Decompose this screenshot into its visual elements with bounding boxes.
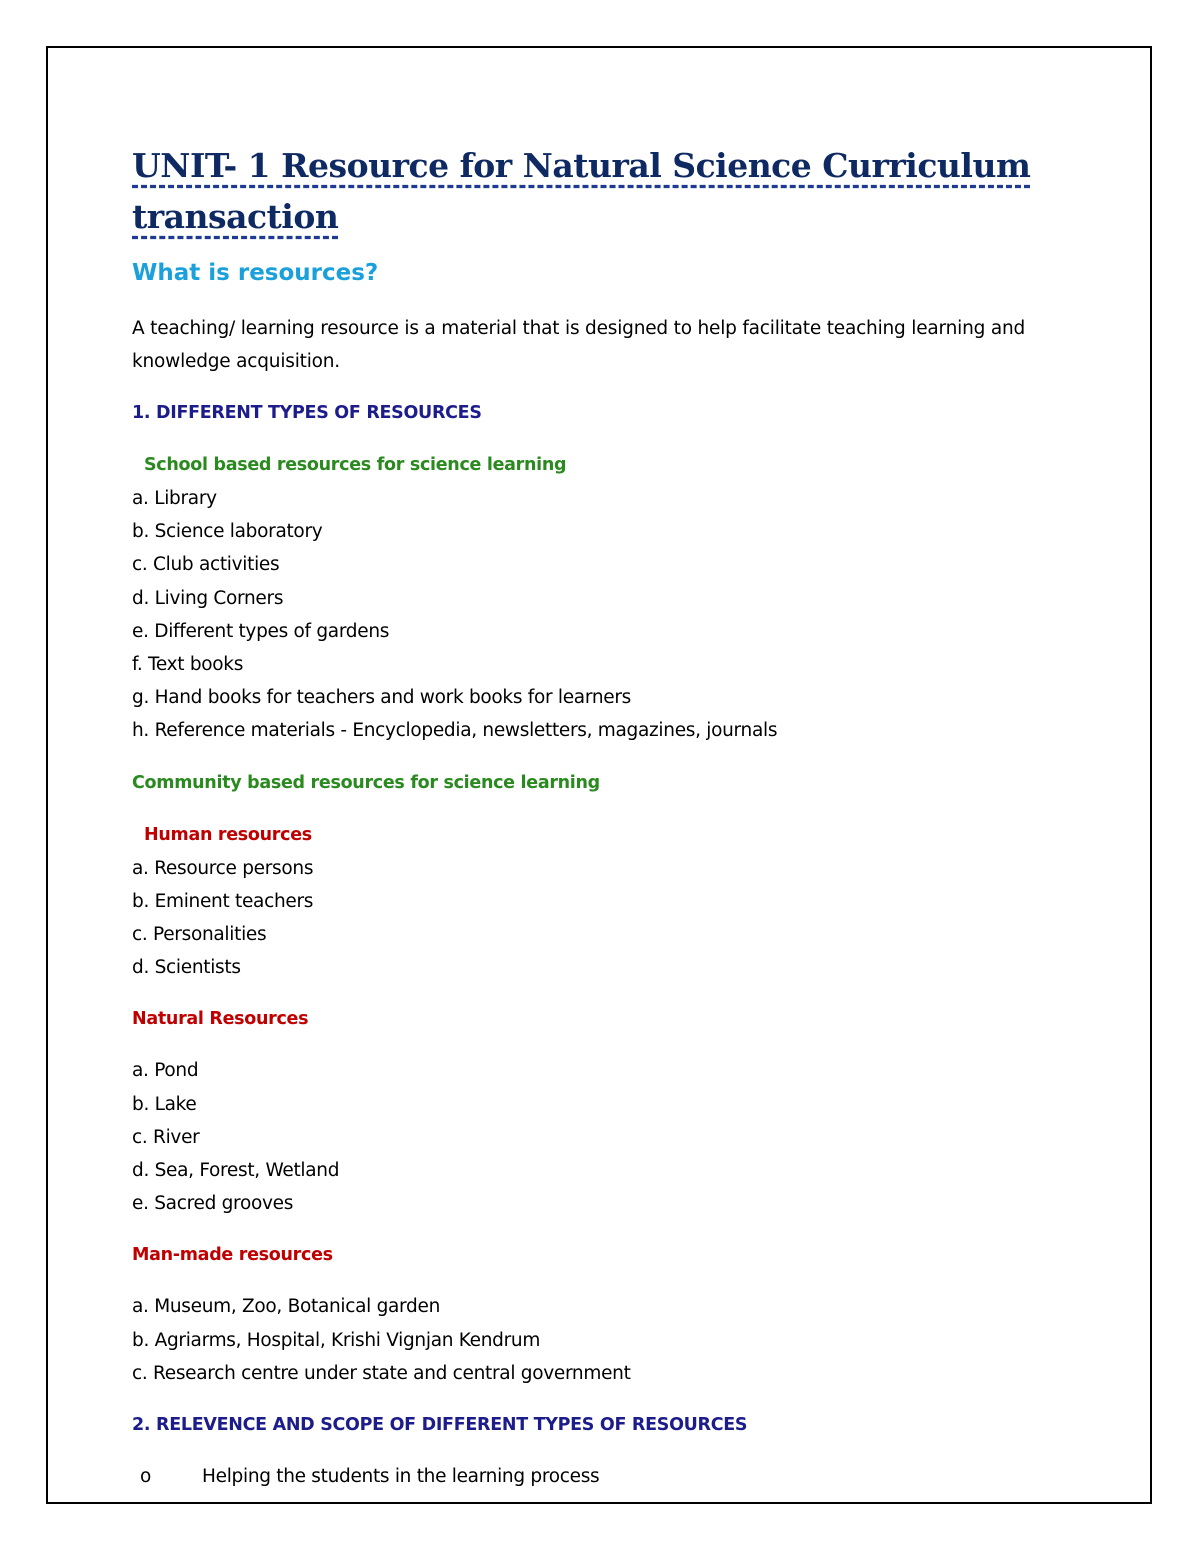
document-content (132, 140, 1092, 1493)
bullet-text: Helping the students in the learning process (202, 1466, 600, 1488)
list-item: b. Science laboratory (132, 521, 323, 543)
section1-heading: 1. DIFFERENT TYPES OF RESOURCES (132, 403, 482, 423)
question-heading: What is resources? (132, 260, 379, 286)
list-item: a. Library (132, 488, 217, 509)
document-title: UNIT- 1 Resource for Natural Science Curriculum transaction (132, 146, 1031, 236)
list-item: e. Different types of gardens (132, 620, 390, 642)
list-item: e. Sacred grooves (132, 1193, 294, 1215)
list-item: b. Eminent teachers (132, 890, 314, 912)
bullet-item (132, 1460, 1092, 1493)
list-item: b. Lake (132, 1093, 197, 1115)
list-item: d. Scientists (132, 957, 241, 979)
document-page (46, 46, 1152, 1504)
list-item: c. Club activities (132, 554, 280, 576)
manmade-resources-list (132, 1290, 1092, 1390)
list-item: a. Pond (132, 1060, 199, 1082)
list-item: a. Museum, Zoo, Botanical garden (132, 1296, 440, 1318)
list-item: b. Agriarms, Hospital, Krishi Vignjan Kendrum (132, 1329, 541, 1351)
bullet-symbol: o (140, 1466, 152, 1488)
natural-resources-list (132, 1054, 1092, 1220)
school-resources-heading: School based resources for science learning (144, 455, 567, 475)
human-resources-list (132, 852, 1092, 985)
list-item: h. Reference materials - Encyclopedia, newsletters, magazines, journals (132, 720, 778, 742)
list-item: c. Research centre under state and central government (132, 1362, 631, 1384)
list-item: c. River (132, 1126, 200, 1148)
natural-resources-heading: Natural Resources (132, 1009, 309, 1030)
definition-paragraph: A teaching/ learning resource is a material that is designed to help facilitate teaching learning and knowledge acquisition. (132, 318, 1026, 372)
school-resources-list (132, 482, 1092, 748)
list-item: d. Living Corners (132, 587, 284, 609)
section2-heading: 2. RELEVENCE AND SCOPE OF DIFFERENT TYPES OF RESOURCES (132, 1415, 748, 1436)
list-item: f. Text books (132, 654, 244, 676)
list-item: a. Resource persons (132, 857, 314, 879)
list-item: g. Hand books for teachers and work books for learners (132, 687, 631, 709)
list-item: c. Personalities (132, 924, 267, 946)
human-resources-heading: Human resources (144, 824, 312, 845)
manmade-resources-heading: Man-made resources (132, 1245, 333, 1266)
list-item: d. Sea, Forest, Wetland (132, 1160, 340, 1182)
community-resources-heading: Community based resources for science learning (132, 772, 600, 793)
